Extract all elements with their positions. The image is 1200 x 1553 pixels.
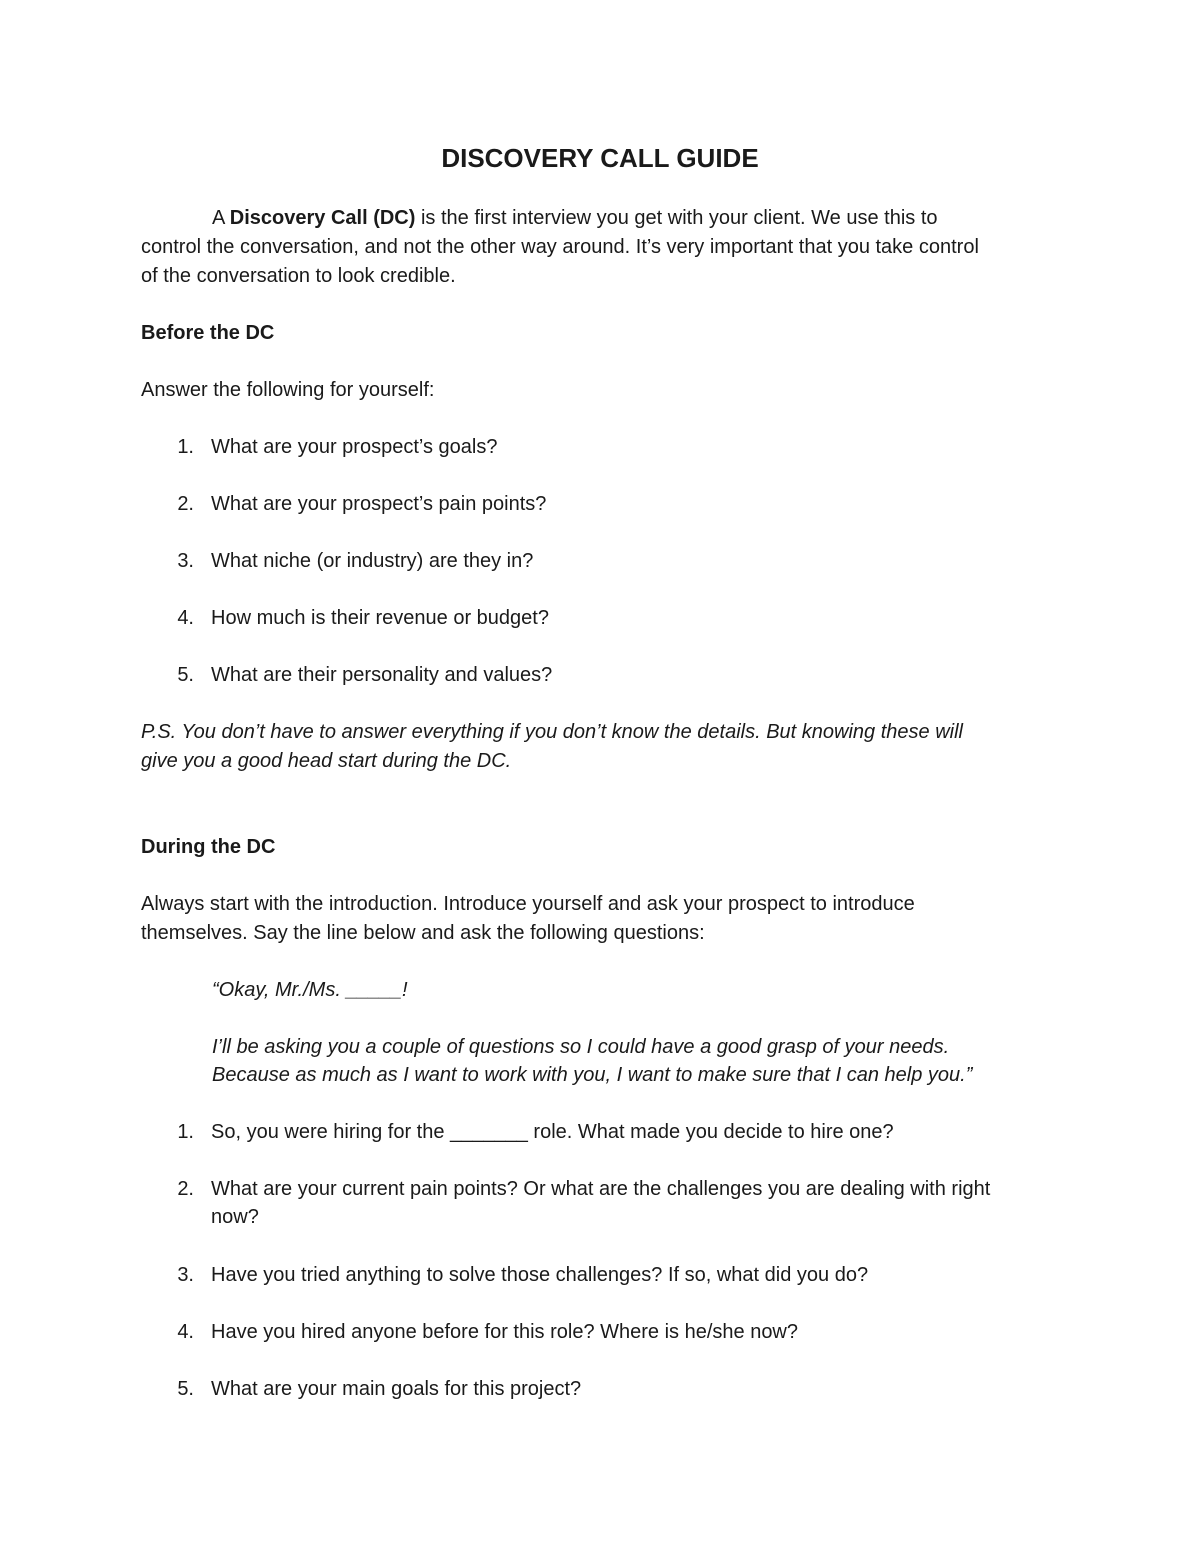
list-item-text: What niche (or industry) are they in? — [211, 550, 534, 572]
ps-line-1: P.S. You don’t have to answer everything if you don’t know the details. But knowing these will — [141, 721, 963, 743]
list-item-text: How much is their revenue or budget? — [211, 607, 549, 629]
list-item-text: What are their personality and values? — [211, 664, 553, 686]
list-item-text: So, you were hiring for the _______ role. What made you decide to hire one? — [211, 1121, 894, 1143]
list-item-text: Have you tried anything to solve those challenges? If so, what did you do? — [211, 1264, 869, 1286]
list-item-number: 4. — [177, 607, 194, 629]
before-heading: Before the DC — [141, 322, 275, 344]
quote-line-1: “Okay, Mr./Ms. _____! — [212, 979, 408, 1001]
quote-line-2: I’ll be asking you a couple of questions so I could have a good grasp of your needs. — [212, 1036, 950, 1058]
list-item-number: 3. — [177, 1264, 194, 1286]
intro-line-3: of the conversation to look credible. — [141, 265, 456, 287]
list-item-number: 1. — [177, 436, 194, 458]
intro-line-2: control the conversation, and not the other way around. It’s very important that you take control — [141, 236, 979, 258]
list-item-number: 5. — [177, 664, 194, 686]
list-item-number: 4. — [177, 1321, 194, 1343]
list-item-text: Have you hired anyone before for this role? Where is he/she now? — [211, 1321, 799, 1343]
intro-prefix: A — [212, 207, 230, 229]
list-item-number: 1. — [177, 1121, 194, 1143]
intro-line-1-rest: is the first interview you get with your client. We use this to — [415, 207, 938, 229]
intro-term: Discovery Call (DC) — [229, 207, 416, 229]
quote-line-3: Because as much as I want to work with you, I want to make sure that I can help you.” — [212, 1064, 973, 1086]
during-lead-line-2: themselves. Say the line below and ask the following questions: — [141, 922, 705, 944]
list-item-text: What are your main goals for this project? — [211, 1378, 582, 1400]
during-heading: During the DC — [141, 836, 276, 858]
list-item-text: What are your prospect’s pain points? — [211, 493, 547, 515]
list-item-text-continued: now? — [211, 1206, 259, 1228]
list-item-number: 3. — [177, 550, 194, 572]
list-item-number: 5. — [177, 1378, 194, 1400]
before-lead: Answer the following for yourself: — [141, 379, 435, 401]
list-item-number: 2. — [177, 1178, 194, 1200]
during-lead-line-1: Always start with the introduction. Introduce yourself and ask your prospect to introduce — [141, 893, 915, 915]
ps-line-2: give you a good head start during the DC. — [141, 750, 512, 772]
list-item-text: What are your prospect’s goals? — [211, 436, 498, 458]
intro-line-1 — [212, 204, 938, 233]
list-item-text: What are your current pain points? Or what are the challenges you are dealing with right — [211, 1178, 991, 1200]
list-item-number: 2. — [177, 493, 194, 515]
document-title: DISCOVERY CALL GUIDE — [441, 143, 759, 173]
